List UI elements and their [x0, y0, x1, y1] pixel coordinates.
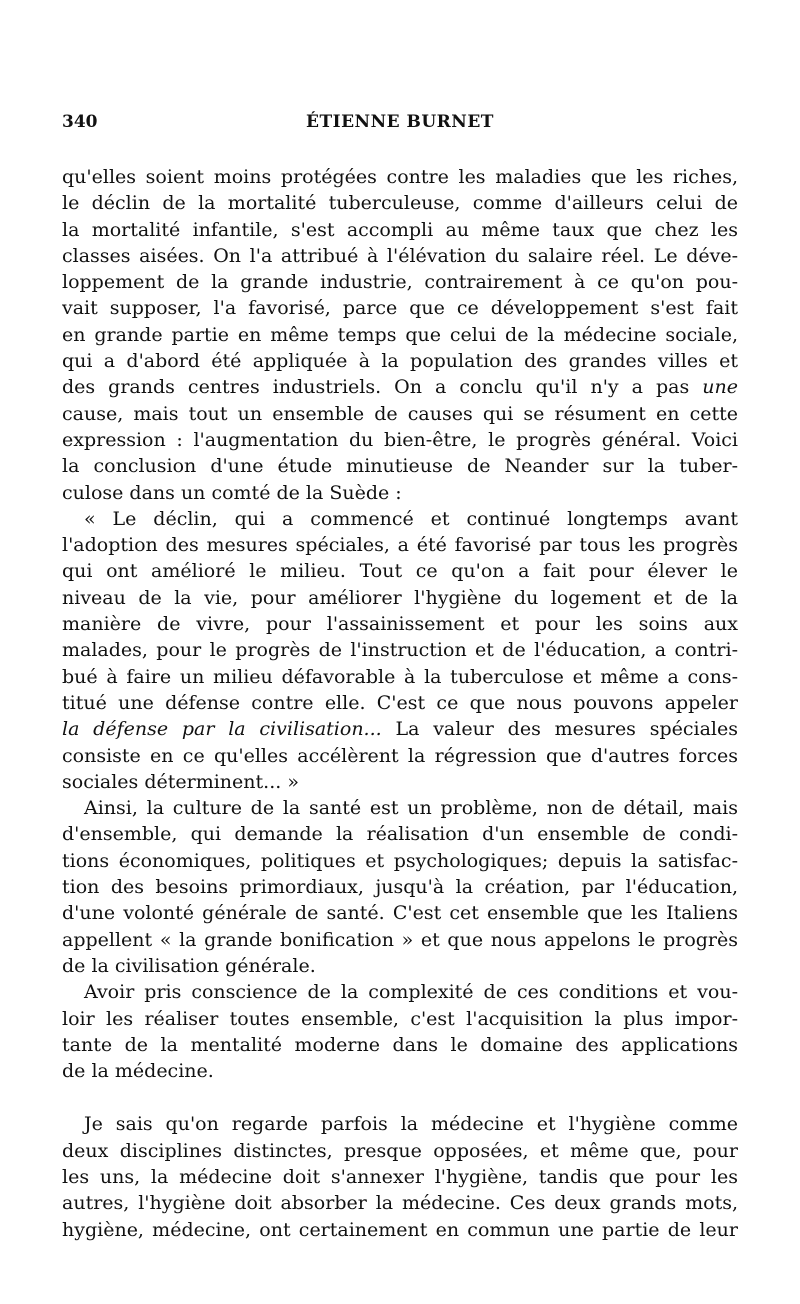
text-line: loir les réaliser toutes ensemble, c'est l'acquisition la plus impor- — [62, 1007, 738, 1030]
quote-line: manière de vivre, pour l'assainissement et pour les soins aux — [62, 613, 738, 636]
quote-line: niveau de la vie, pour améliorer l'hygiène du logement et de la — [62, 586, 738, 609]
text-line: expression : l'augmentation du bien-être, le progrès général. Voici — [62, 428, 738, 451]
text-line: culose dans un comté de la Suède : — [62, 481, 402, 504]
text-line: tions économiques, politiques et psychologiques; depuis la satisfac- — [62, 849, 738, 872]
text-line: qui a d'abord été appliquée à la population des grandes villes et — [62, 350, 738, 373]
text-line: autres, l'hygiène doit absorber la médecine. Ces deux grands mots, — [62, 1192, 738, 1215]
text-segment: La valeur des mesures spéciales — [381, 718, 738, 741]
text-line: vait supposer, l'a favorisé, parce que ce développement s'est fait — [62, 297, 738, 320]
page-number: 340 — [62, 112, 98, 132]
emphasis-text: une — [702, 376, 738, 399]
section-gap — [62, 1084, 738, 1111]
text-line: de la civilisation générale. — [62, 954, 316, 977]
text-line: appellent « la grande bonification » et que nous appelons le progrès — [62, 928, 738, 951]
text-line — [62, 374, 738, 400]
text-line: deux disciplines distinctes, presque opposées, et même que, pour — [62, 1139, 738, 1162]
body-text — [62, 164, 738, 1243]
text-line: d'une volonté générale de santé. C'est cet ensemble que les Italiens — [62, 902, 738, 925]
text-line: qu'elles soient moins protégées contre les maladies que les riches, — [62, 166, 738, 188]
text-line: la conclusion d'une étude minutieuse de Neander sur la tuber- — [62, 455, 738, 478]
text-line: Je sais qu'on regarde parfois la médecine et l'hygiène comme — [84, 1113, 738, 1136]
quote-line: titué une défense contre elle. C'est ce que nous pouvons appeler — [62, 691, 738, 714]
quote-line: malades, pour le progrès de l'instruction et de l'éducation, a contri- — [62, 639, 738, 662]
text-line: classes aisées. On l'a attribué à l'élévation du salaire réel. Le déve- — [62, 244, 738, 267]
text-line: Avoir pris conscience de la complexité de ces conditions et vou- — [84, 981, 738, 1004]
text-line: cause, mais tout un ensemble de causes qui se résument en cette — [62, 402, 738, 425]
running-title: ÉTIENNE BURNET — [306, 112, 494, 132]
emphasis-text: la défense par la civilisation... — [62, 718, 382, 741]
text-line: en grande partie en même temps que celui de la médecine sociale, — [62, 323, 738, 346]
text-line: la mortalité infantile, s'est accompli au même taux que chez les — [62, 218, 738, 241]
quote-line: qui ont amélioré le milieu. Tout ce qu'on a fait pour élever le — [62, 560, 738, 583]
text-line: tante de la mentalité moderne dans le domaine des applications — [62, 1033, 738, 1056]
text-line: Ainsi, la culture de la santé est un problème, non de détail, mais — [84, 797, 738, 820]
page-header — [62, 112, 738, 142]
quote-line: « Le déclin, qui a commencé et continué longtemps avant — [84, 507, 738, 530]
quote-line — [62, 716, 738, 742]
quote-line: sociales déterminent... » — [62, 770, 299, 793]
quote-line: consiste en ce qu'elles accélèrent la régression que d'autres forces — [62, 744, 738, 767]
quote-line: l'adoption des mesures spéciales, a été favorisé par tous les progrès — [62, 534, 738, 557]
text-segment: des grands centres industriels. On a conclu qu'il n'y a pas — [62, 376, 703, 399]
text-line: d'ensemble, qui demande la réalisation d'un ensemble de condi- — [62, 823, 738, 846]
text-line: les uns, la médecine doit s'annexer l'hygiène, tandis que pour les — [62, 1165, 738, 1188]
text-line: loppement de la grande industrie, contrairement à ce qu'on pou- — [62, 271, 738, 294]
text-line: le déclin de la mortalité tuberculeuse, comme d'ailleurs celui de — [62, 192, 738, 215]
quote-line: bué à faire un milieu défavorable à la tuberculose et même a cons- — [62, 665, 738, 688]
text-line: de la médecine. — [62, 1060, 214, 1083]
text-line: hygiène, médecine, ont certainement en commun une partie de leur — [62, 1218, 738, 1241]
text-line: tion des besoins primordiaux, jusqu'à la création, par l'éducation, — [62, 876, 738, 899]
